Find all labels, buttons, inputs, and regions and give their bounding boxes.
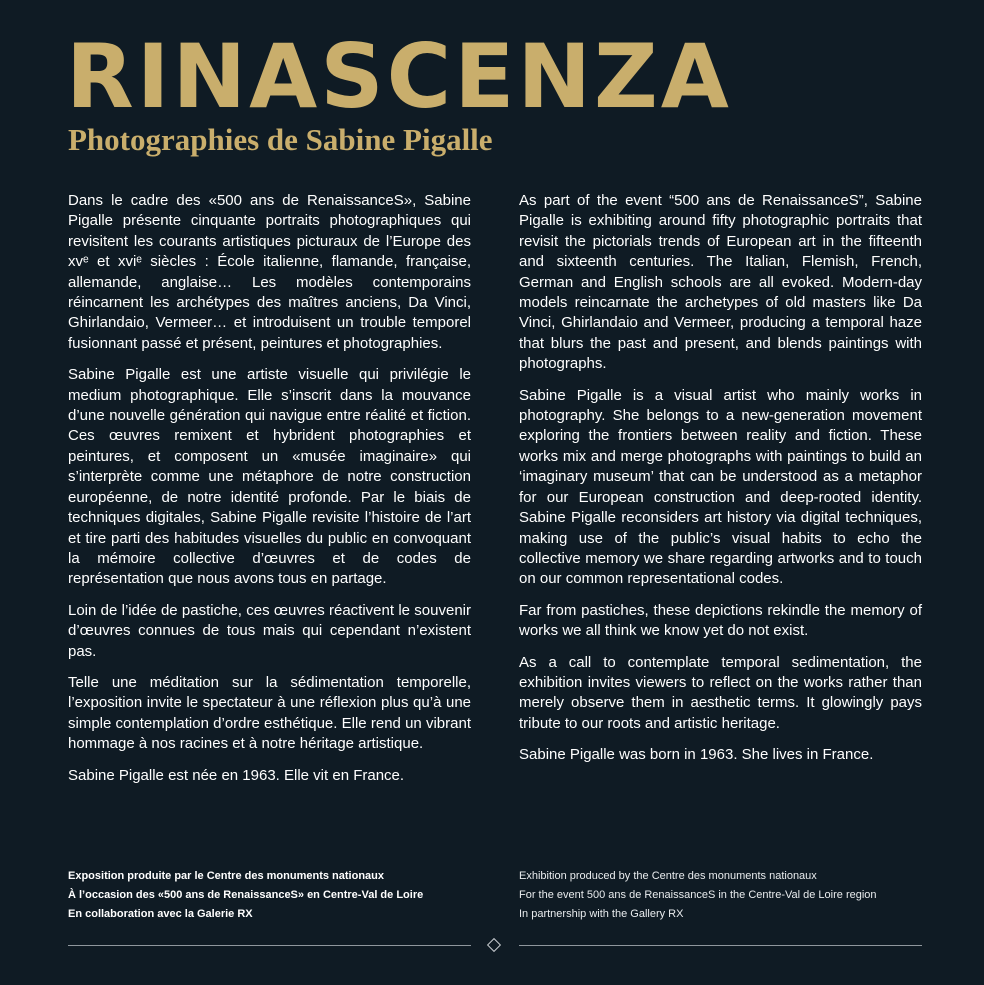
french-credit-line: En collaboration avec la Galerie RX [68, 908, 253, 920]
english-paragraph-3: Far from pastiches, these depictions rekindle the memory of works we all think we know yet do not exist. [519, 601, 922, 640]
english-paragraph-4: As a call to contemplate temporal sedimentation, the exhibition invites viewers to reflect on the works rather than merely observe them in aesthetic terms. It glowingly pays tribute to our roots and artistic heritage. [519, 653, 922, 732]
english-paragraph-5: Sabine Pigalle was born in 1963. She lives in France. [519, 746, 874, 764]
divider-right [519, 945, 922, 946]
english-text-column [519, 191, 922, 777]
divider-left [68, 945, 471, 946]
english-paragraph-2: Sabine Pigalle is a visual artist who mainly works in photography. She belongs to a new-generation movement exploring the frontiers between reality and fiction. These works mix and merge photographs with paintings to build an ‘imaginary museum’ that can be understood as a metaphor for our European construction and deep-rooted identity. Sabine Pigalle reconsiders art history via digital techniques, making use of the public’s visual habits to echo the collective memory we share regarding artworks and to touch on our common representational codes. [519, 386, 922, 588]
english-credit-line: Exhibition produced by the Centre des monuments nationaux [519, 870, 817, 882]
english-credit-line: For the event 500 ans de RenaissanceS in the Centre-Val de Loire region [519, 889, 877, 901]
english-credit-line: In partnership with the Gallery RX [519, 908, 684, 920]
french-paragraph-3: Loin de l’idée de pastiche, ces œuvres réactivent le souvenir d’œuvres connues de tous mais qui cependant n’existent pas. [68, 601, 471, 660]
page-title: RINASCENZA [66, 25, 732, 128]
french-paragraph-5: Sabine Pigalle est née en 1963. Elle vit en France. [68, 766, 405, 784]
english-paragraph-1: As part of the event “500 ans de RenaissanceS”, Sabine Pigalle is exhibiting around fifty photographic portraits that revisit the pictorials trends of European art in the fifteenth and sixteenth centuries. The Italian, Flemish, French, German and English schools are all evoked. Modern-day models reincarnate the archetypes of old masters like Da Vinci, Ghirlandaio and Vermeer, producing a temporal haze that blurs the past and present, and blends paintings with photographs. [519, 192, 922, 373]
french-text-column [68, 191, 471, 797]
french-credits [68, 867, 488, 924]
french-paragraph-1: Dans le cadre des «500 ans de RenaissanceS», Sabine Pigalle présente cinquante portraits photographiques qui revisitent les courants artistiques picturaux de l’Europe des xvᵉ et xviᵉ siècles : École italienne, flamande, française, allemande, anglaise… Les modèles contemporains réincarnent les archétypes des maîtres anciens, Da Vinci, Ghirlandaio, Vermeer… et introduisent un trouble temporel fusionnant passé et présent, peintures et photographies. [68, 192, 471, 352]
french-paragraph-4: Telle une méditation sur la sédimentation temporelle, l’exposition invite le spectateur à une réflexion plus qu’à une simple contemplation d’ordre esthétique. Elle rend un vibrant hommage à nos racines et à notre héritage artistique. [68, 673, 471, 753]
french-credit-line: Exposition produite par le Centre des monuments nationaux [68, 870, 384, 882]
diamond-icon [487, 938, 501, 952]
page-subtitle: Photographies de Sabine Pigalle [68, 122, 493, 157]
english-credits [519, 867, 939, 924]
french-paragraph-2: Sabine Pigalle est une artiste visuelle qui privilégie le medium photographique. Elle s’inscrit dans la mouvance d’une nouvelle génération qui navigue entre réalité et fiction. Ces œuvres remixent et hybrident photographies et peintures, et composent un «musée imaginaire» qui s’interprète comme une métaphore de notre construction européenne, de notre identité profonde. Par le biais de techniques digitales, Sabine Pigalle revisite l’histoire de l’art et tire parti des habitudes visuelles du public en convoquant la mémoire collective d’œuvres et de codes de représentation que nous avons tous en partage. [68, 366, 471, 588]
french-credit-line: À l’occasion des «500 ans de RenaissanceS» en Centre-Val de Loire [68, 889, 424, 901]
